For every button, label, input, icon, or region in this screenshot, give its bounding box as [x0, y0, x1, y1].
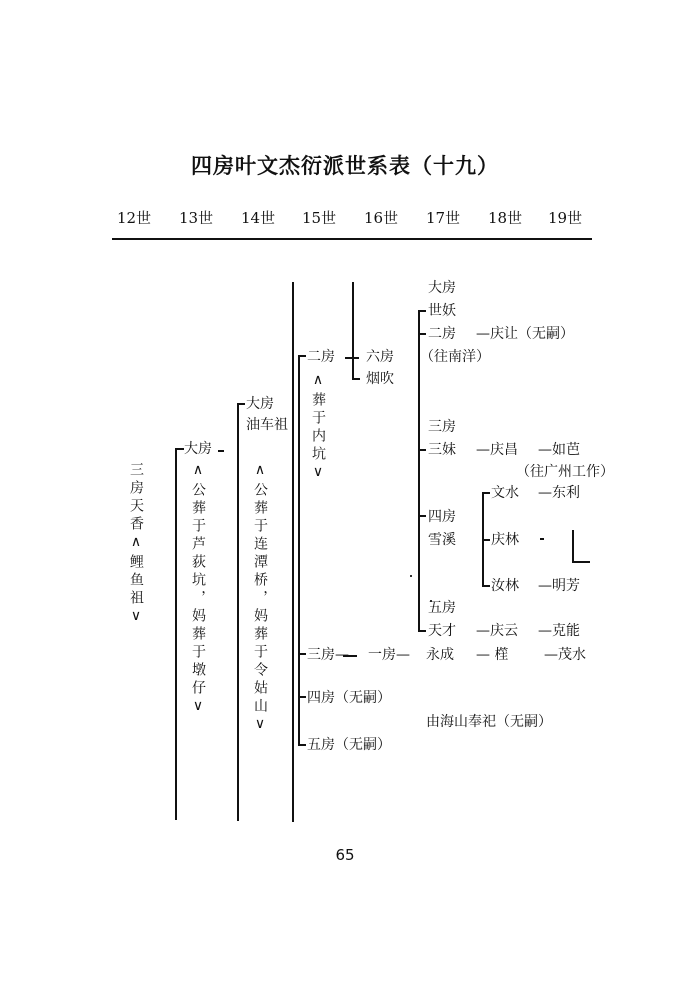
col18-rulin: 汝林	[491, 578, 519, 594]
gen-18: 18世	[488, 209, 523, 227]
line-qinglin-stub	[572, 561, 590, 563]
gen-14: 14世	[241, 209, 276, 227]
line-16-vertical	[352, 282, 354, 378]
line-15-wufang	[298, 744, 306, 746]
note-wangnanyang: （往南洋）	[420, 349, 490, 365]
col16-liufang: 六房	[366, 349, 394, 365]
line-15-vertical	[292, 282, 294, 822]
line-14-tick	[237, 403, 245, 405]
col14-note: ∧公葬于连潭桥，妈葬于令姑山∨	[252, 462, 268, 736]
col15-sanfang: 三房—	[307, 647, 349, 663]
col12-tianxiang: 三房天香∧鲤鱼祖∨	[128, 462, 144, 628]
col17-erfang: 二房	[428, 326, 456, 342]
col19-keneng: —克能	[538, 623, 580, 639]
line-15-erfang	[298, 355, 306, 357]
line-17-shiyao	[418, 310, 426, 312]
col15-erfang-note: ∧葬于内坑∨	[310, 372, 326, 484]
col17-sanmei: 三妹	[428, 442, 456, 458]
header-rule	[112, 238, 592, 240]
gen-12: 12世	[117, 209, 152, 227]
gen-17: 17世	[426, 209, 461, 227]
gen-16: 16世	[364, 209, 399, 227]
line-17-sanmei	[418, 449, 426, 451]
line-qinglin-branch	[572, 530, 574, 562]
line-14-vertical	[237, 403, 239, 821]
print-speck	[410, 575, 412, 577]
line-15-sifang	[298, 696, 306, 698]
col17-wufang: 五房	[428, 600, 456, 616]
line-17-sifang	[418, 515, 426, 517]
line-17-erfang	[418, 333, 426, 335]
line-18-qinglin	[482, 539, 490, 541]
line-17-tiancai	[418, 630, 426, 632]
page-title: 四房叶文杰衍派世系表（十九）	[191, 154, 499, 178]
col17-shiyao: 世妖	[428, 303, 456, 319]
col14-youche: 油车祖	[246, 417, 288, 433]
col13-dafang: 大房	[184, 441, 212, 457]
col19-dongli: —东利	[538, 485, 580, 501]
col15-erfang: 二房	[307, 349, 335, 365]
line-15-branch	[298, 355, 300, 745]
col19-ruba: —如芭	[538, 442, 580, 458]
col13-note: ∧公葬于芦荻坑，妈葬于墩仔∨	[190, 462, 206, 718]
line-13-vertical	[175, 448, 177, 820]
col18-qingyun: —庆云	[476, 623, 518, 639]
col18-qinglin: 庆林	[491, 532, 519, 548]
line-18-rulin	[482, 585, 490, 587]
col14-dafang: 大房	[246, 396, 274, 412]
line-13-tail	[218, 450, 224, 452]
page-number: 65	[335, 846, 355, 864]
col17-xuexi: 雪溪	[428, 532, 456, 548]
line-18-wenshui	[482, 492, 490, 494]
note-haishan: 由海山奉祀（无嗣）	[426, 714, 552, 730]
col18-qingchang: —庆昌	[476, 442, 518, 458]
col16-yifang: 一房—	[368, 647, 410, 663]
note-wangguangzhou: （往广州工作）	[516, 464, 614, 480]
col15-sifang: 四房（无嗣）	[307, 690, 391, 706]
line-15-sanfang	[298, 653, 306, 655]
col17-sifang: 四房	[428, 509, 456, 525]
line-qinglin-dash	[540, 538, 544, 540]
col17-dafang: 大房	[428, 280, 456, 296]
col16-yanchui: 烟吹	[366, 371, 394, 387]
line-13-tick	[175, 448, 184, 450]
col17-yongcheng: 永成	[426, 647, 454, 663]
gen-13: 13世	[179, 209, 214, 227]
line-16-tick	[352, 378, 360, 380]
col18-wenshui: 文水	[491, 485, 519, 501]
col19-maoshui: —茂水	[544, 647, 586, 663]
col18-zhi: — 樦	[476, 647, 509, 663]
gen-15: 15世	[302, 209, 337, 227]
col17-sanfang: 三房	[428, 419, 456, 435]
col18-qingrang: —庆让（无嗣）	[476, 326, 574, 342]
gen-19: 19世	[548, 209, 583, 227]
col15-wufang: 五房（无嗣）	[307, 737, 391, 753]
col17-tiancai: 天才	[428, 623, 456, 639]
col19-mingfang: —明芳	[538, 578, 580, 594]
